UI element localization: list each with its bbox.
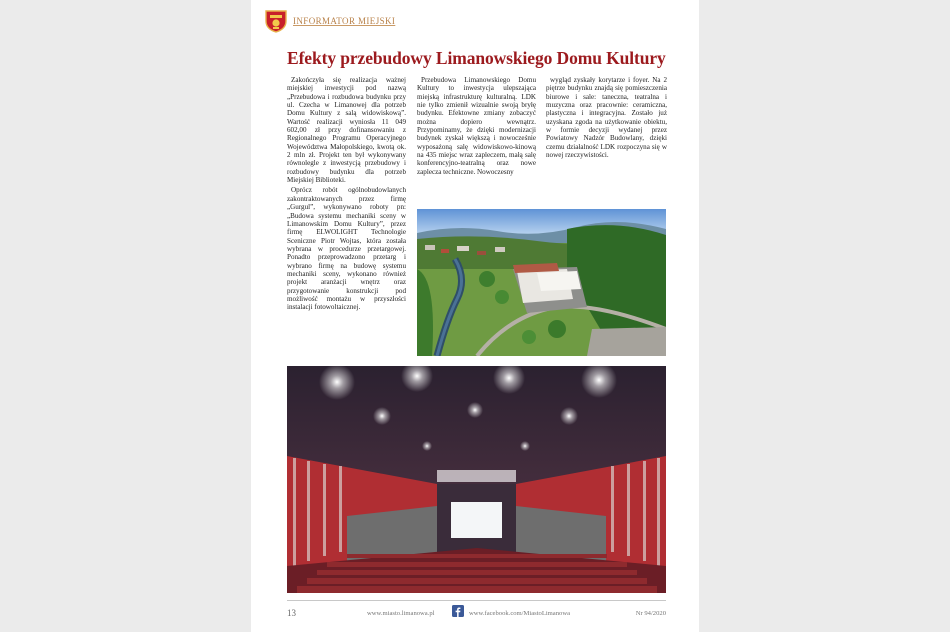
text-column-2 [417, 76, 536, 178]
aerial-photo [417, 209, 666, 356]
page-header [265, 8, 395, 34]
facebook-icon [452, 605, 464, 617]
text-column-3 [546, 76, 667, 161]
text-column-1 [287, 76, 406, 314]
paragraph: Przebudowa Limanowskiego Domu Kultury to inwestycja ulepszająca miejską infrastrukturę kulturalną. LDK nie tylko zmienił wizualnie swoją bryłę budynku. Efektowne zmiany zobaczyć można dopiero wewnątrz. Przypominamy, że dzięki modernizacji budynek zyskał większą i nowocześnie wyposażoną salę widowiskowo-kinową na 435 miejsc wraz zapleczem, małą salę konferencyjno-teatralną oraz nowe zaplecza techniczne. Nowoczesny [417, 76, 536, 176]
page-footer [287, 600, 666, 625]
facebook-link[interactable]: www.facebook.com/MiastoLimanowa [469, 610, 571, 617]
page-number: 13 [287, 608, 296, 618]
coat-of-arms-icon [265, 9, 287, 33]
paragraph: Zakończyła się realizacja ważnej miejskiej inwestycji pod nazwą „Przebudowa i rozbudowa budynku przy ul. Czecha w Limanowej dla potrzeb Domu Kultury z salą widowiskową”. Wartość realizacji wyniosła 11 049 602,00 zł przy dofinansowaniu z Regionalnego Programu Operacyjnego Województwa Małopolskiego, kwotą ok. 2 mln zł. Projekt ten był wykonywany równolegle z inwestycją przebudowy i rozbudowy budynku dla potrzeb Miejskiej Biblioteki. [287, 76, 406, 185]
auditorium-photo [287, 366, 666, 593]
website-link[interactable]: www.miasto.limanowa.pl [367, 610, 435, 617]
magazine-page [251, 0, 699, 632]
section-title: INFORMATOR MIEJSKI [293, 16, 396, 26]
paragraph: wygląd zyskały korytarze i foyer. Na 2 piętrze budynku znajdą się pomieszczenia biurowe i sale: taneczna, teatralna i muzyczna oraz pracownie: ceramiczna, plastyczna i integracyjna. Zostało już uzyskana zgoda na użytkowanie obiektu, w formie decyzji wydanej przez Powiatowy Nadzór Budowlany, dzięki czemu działalność LDK rozpoczyna się w nowej rzeczywistości. [546, 76, 667, 160]
article-title: Efekty przebudowy Limanowskiego Domu Kultury [287, 48, 666, 68]
paragraph: Oprócz robót ogólnobudowlanych zakontraktowanych przez firmę „Gurgul”, wykonywano roboty pn: „Budowa systemu mechaniki sceny w Limanowskim Domu Kultury”, przez firmę ELWOLIGHT Technologie Sceniczne Piotr Wojtas, która została wybrana w procedurze przetargowej. Ponadto przeprowadzono przetarg i wybrano firmę na budowę systemu mechaniki sceny, wykonano również projekt aranżacji wnętrz oraz przygotowanie konstrukcji pod możliwość montażu w przyszłości instalacji fotowoltaicznej. [287, 186, 406, 312]
issue-number: Nr 94/2020 [635, 610, 666, 617]
